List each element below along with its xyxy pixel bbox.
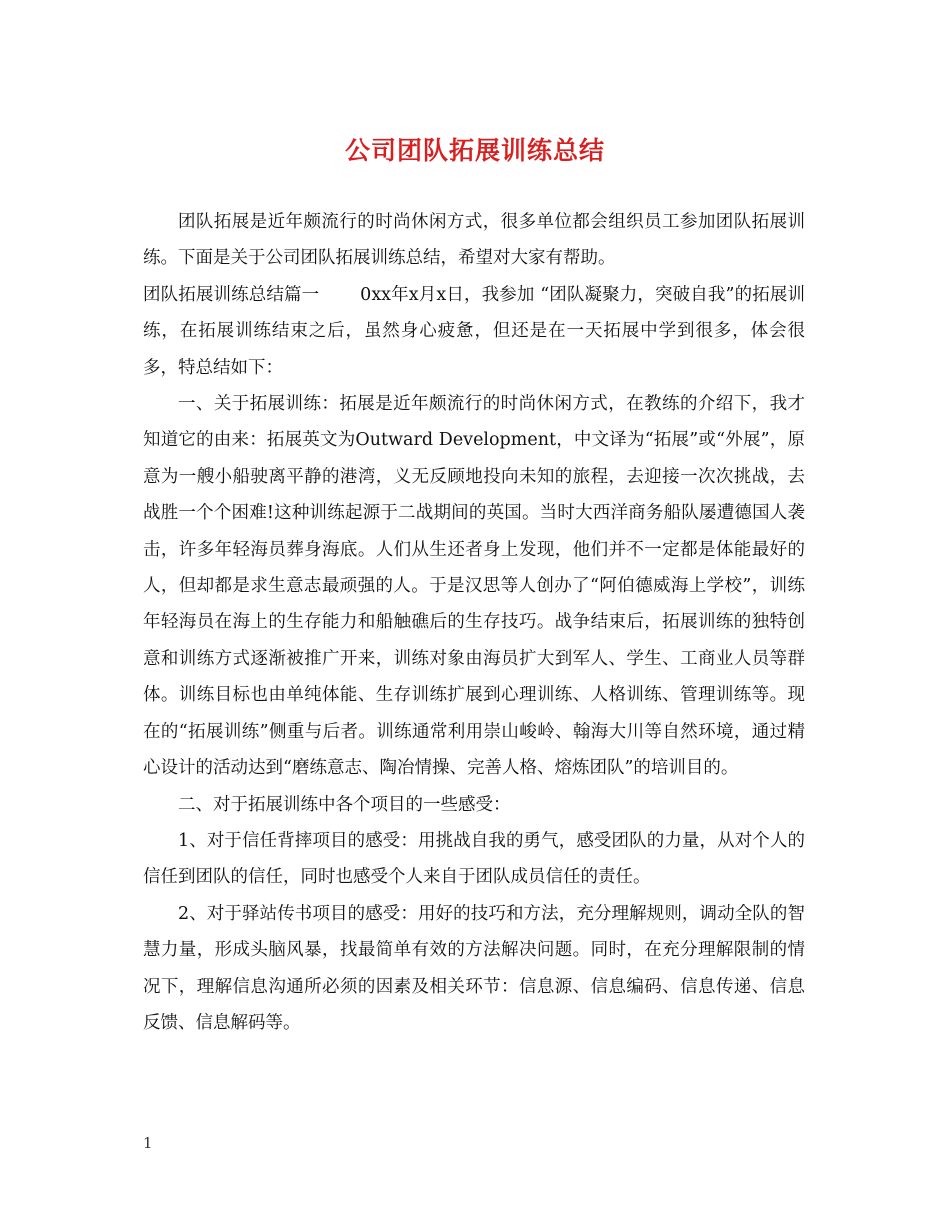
paragraph-intro: 团队拓展是近年颇流行的时尚休闲方式，很多单位都会组织员工参加团队拓展训练。下面是关于公司团队拓展训练总结，希望对大家有帮助。 <box>143 212 805 269</box>
paragraph-section-two-heading: 二、对于拓展训练中各个项目的一些感受： <box>178 794 511 815</box>
document-body <box>143 204 805 1041</box>
paragraph-article-one-opening: 团队拓展训练总结篇一 0xx年x月x日，我参加 “团队凝聚力，突破自我”的拓展训练，在拓展训练结束之后，虽然身心疲惫，但还是在一天拓展中学到很多，体会很多，特总结如下： <box>143 284 805 378</box>
paragraph-trust-fall: 1、对于信任背摔项目的感受：用挑战自我的勇气，感受团队的力量，从对个人的信任到团队的信任，同时也感受个人来自于团队成员信任的责任。 <box>143 830 805 888</box>
paragraph-about-training: 一、关于拓展训练：拓展是近年颇流行的时尚休闲方式，在教练的介绍下，我才知道它的由来：拓展英文为Outward Development，中文译为“拓展”或“外展”，原意为一艘小船驶离平静的港湾，义无反顾地投向未知的旅程，去迎接一次次挑战，去战胜一个个困难!这种训练起源于二战期间的英国。当时大西洋商务船队屡遭德国人袭击，许多年轻海员葬身海底。人们从生还者身上发现，他们并不一定都是体能最好的人，但却都是求生意志最顽强的人。于是汉思等人创办了“阿伯德威海上学校”，训练年轻海员在海上的生存能力和船触礁后的生存技巧。战争结束后，拓展训练的独特创意和训练方式逐渐被推广开来，训练对象由海员扩大到军人、学生、工商业人员等群体。训练目标也由单纯体能、生存训练扩展到心理训练、人格训练、管理训练等。现在的“拓展训练”侧重与后者。训练通常利用崇山峻岭、翰海大川等自然环境，通过精心设计的活动达到“磨练意志、陶冶情操、完善人格、熔炼团队”的培训目的。 <box>143 394 805 779</box>
paragraph-message-relay: 2、对于驿站传书项目的感受：用好的技巧和方法，充分理解规则，调动全队的智慧力量，形成头脑风暴，找最简单有效的方法解决问题。同时，在充分理解限制的情况下，理解信息沟通所必须的因素及相关环节：信息源、信息编码、信息传递、信息反馈、信息解码等。 <box>143 903 805 1033</box>
document-title: 公司团队拓展训练总结 <box>344 136 605 165</box>
page-number: 1 <box>143 1134 153 1152</box>
